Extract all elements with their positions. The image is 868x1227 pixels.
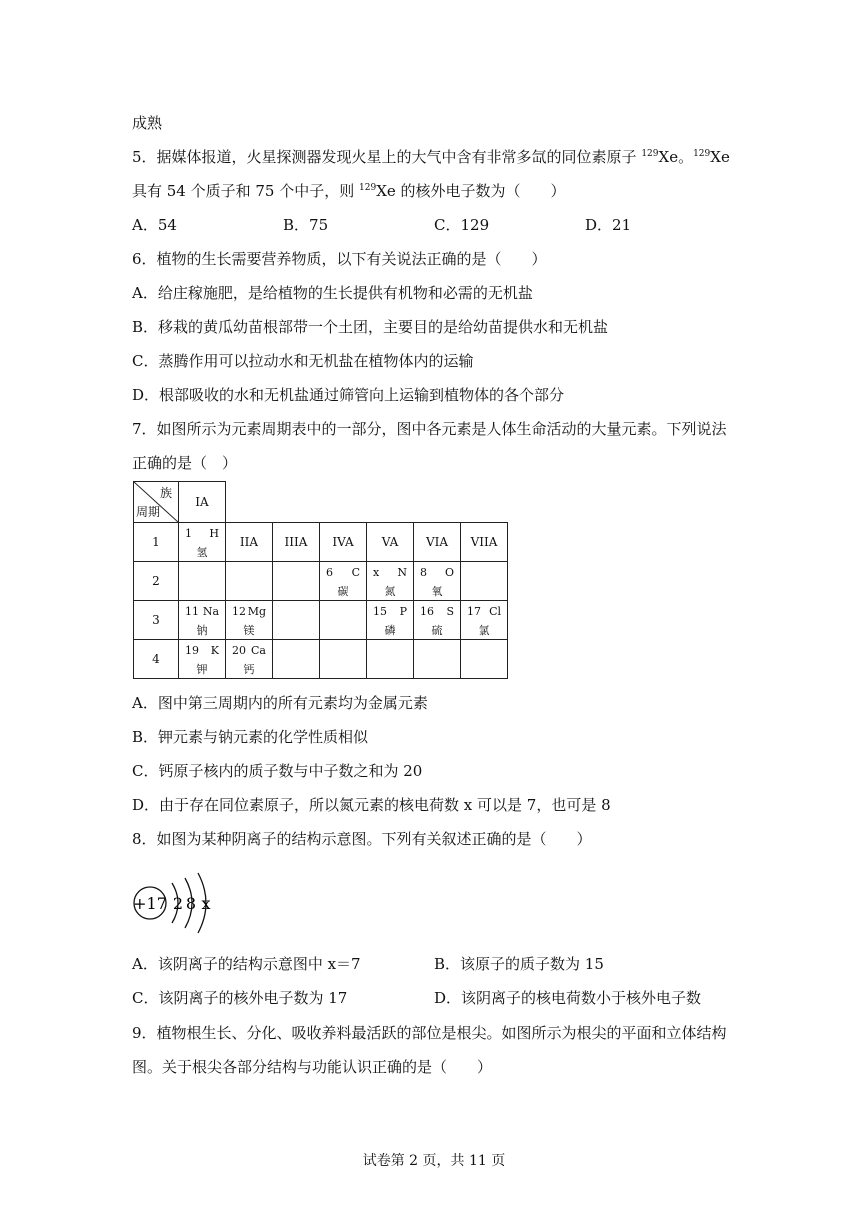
element-cell-na: 11 Na 钠 bbox=[179, 601, 226, 640]
q5-option-c: C．129 bbox=[434, 216, 490, 234]
q5-question-end: Xe 的核外电子数为（ ） bbox=[376, 182, 566, 200]
group-header: VIIA bbox=[461, 523, 508, 562]
empty-cell bbox=[367, 640, 414, 679]
element-cell-ca: 20 Ca 钙 bbox=[226, 640, 273, 679]
q5-xe-2: Xe bbox=[710, 148, 730, 166]
q5-text-2: 具有 54 个质子和 75 个中子，则 bbox=[132, 182, 360, 200]
periodic-table bbox=[133, 481, 508, 679]
group-header: VIA bbox=[414, 523, 461, 562]
empty-cell bbox=[320, 640, 367, 679]
q6-option-d: D．根部吸收的水和无机盐通过筛管向上运输到植物体的各个部分 bbox=[132, 386, 565, 404]
q7-option-b: B．钾元素与钠元素的化学性质相似 bbox=[132, 728, 369, 746]
q5-isotope-mass-3: 129 bbox=[359, 183, 377, 193]
q6-option-b: B．移栽的黄瓜幼苗根部带一个土团，主要目的是给幼苗提供水和无机盐 bbox=[132, 318, 609, 336]
empty-cell bbox=[273, 562, 320, 601]
q8-option-b: B．该原子的质子数为 15 bbox=[434, 955, 604, 973]
q5-text: 5．据媒体报道，火星探测器发现火星上的大气中含有非常多氙的同位素原子 bbox=[132, 148, 642, 166]
q5-xe: Xe。 bbox=[658, 148, 694, 166]
empty-cell bbox=[461, 562, 508, 601]
element-cell-o: 8 O 氧 bbox=[414, 562, 461, 601]
question-9-line-1: 9．植物根生长、分化、吸收养料最活跃的部位是根尖。如图所示为根尖的平面和立体结构 bbox=[132, 1024, 727, 1042]
q7-option-d: D．由于存在同位素原子，所以氮元素的核电荷数 x 可以是 7，也可是 8 bbox=[132, 796, 611, 814]
question-7-line-1: 7．如图所示为元素周期表中的一部分，图中各元素是人体生命活动的大量元素。下列说法 bbox=[132, 420, 727, 438]
element-cell-k: 19 K 钾 bbox=[179, 640, 226, 679]
q5-option-a: A．54 bbox=[132, 216, 177, 234]
period-label: 3 bbox=[134, 601, 179, 640]
corner-group-label: 族 bbox=[159, 486, 172, 500]
empty-cell bbox=[226, 562, 273, 601]
question-9-line-2: 图。关于根尖各部分结构与功能认识正确的是（ ） bbox=[132, 1058, 493, 1076]
element-cell-n: x N 氮 bbox=[367, 562, 414, 601]
element-cell-c: 6 C 碳 bbox=[320, 562, 367, 601]
empty-cell bbox=[273, 640, 320, 679]
empty-cell bbox=[273, 601, 320, 640]
element-cell-mg: 12 Mg 镁 bbox=[226, 601, 273, 640]
question-6: 6．植物的生长需要营养物质，以下有关说法正确的是（ ） bbox=[132, 250, 547, 268]
empty-cell bbox=[414, 640, 461, 679]
q7-option-c: C．钙原子核内的质子数与中子数之和为 20 bbox=[132, 762, 423, 780]
element-cell-cl: 17 Cl 氯 bbox=[461, 601, 508, 640]
question-7-line-2: 正确的是（ ） bbox=[132, 454, 238, 472]
element-cell-h: 1 H 氢 bbox=[179, 523, 226, 562]
q8-option-a: A．该阴离子的结构示意图中 x＝7 bbox=[132, 955, 361, 973]
nucleus-charge: +17 bbox=[133, 894, 167, 913]
q5-option-b: B．75 bbox=[283, 216, 329, 234]
group-header: IIA bbox=[226, 523, 273, 562]
question-5-line-2 bbox=[132, 181, 566, 201]
period-label: 2 bbox=[134, 562, 179, 601]
ion-structure-diagram bbox=[128, 866, 228, 936]
q6-option-a: A．给庄稼施肥，是给植物的生长提供有机物和必需的无机盐 bbox=[132, 284, 533, 302]
element-cell-p: 15 P 磷 bbox=[367, 601, 414, 640]
page-footer: 试卷第 2 页，共 11 页 bbox=[362, 1153, 506, 1169]
question-8: 8．如图为某种阴离子的结构示意图。下列有关叙述正确的是（ ） bbox=[132, 830, 592, 848]
empty-cell bbox=[179, 562, 226, 601]
group-ia-header: IA bbox=[179, 482, 226, 523]
q5-isotope-mass: 129 bbox=[641, 149, 659, 159]
shell-electrons-3: x bbox=[201, 894, 211, 913]
line-chengshu: 成熟 bbox=[132, 114, 163, 132]
shell-electrons-2: 8 bbox=[185, 894, 197, 913]
q5-option-d: D．21 bbox=[585, 216, 632, 234]
period-label: 4 bbox=[134, 640, 179, 679]
empty-cell bbox=[461, 640, 508, 679]
group-header: IVA bbox=[320, 523, 367, 562]
group-header: IIIA bbox=[273, 523, 320, 562]
q6-option-c: C．蒸腾作用可以拉动水和无机盐在植物体内的运输 bbox=[132, 352, 474, 370]
empty-cell bbox=[320, 601, 367, 640]
q8-option-c: C．该阴离子的核外电子数为 17 bbox=[132, 989, 348, 1007]
corner-period-label: 周期 bbox=[136, 505, 161, 519]
element-cell-s: 16 S 硫 bbox=[414, 601, 461, 640]
q8-option-d: D．该阴离子的核电荷数小于核外电子数 bbox=[434, 989, 702, 1007]
table-corner bbox=[134, 482, 179, 523]
question-5-line-1 bbox=[132, 147, 730, 167]
period-label: 1 bbox=[134, 523, 179, 562]
shell-electrons-1: 2 bbox=[172, 894, 184, 913]
group-header: VA bbox=[367, 523, 414, 562]
q7-option-a: A．图中第三周期内的所有元素均为金属元素 bbox=[132, 694, 428, 712]
q5-isotope-mass-2: 129 bbox=[693, 149, 711, 159]
